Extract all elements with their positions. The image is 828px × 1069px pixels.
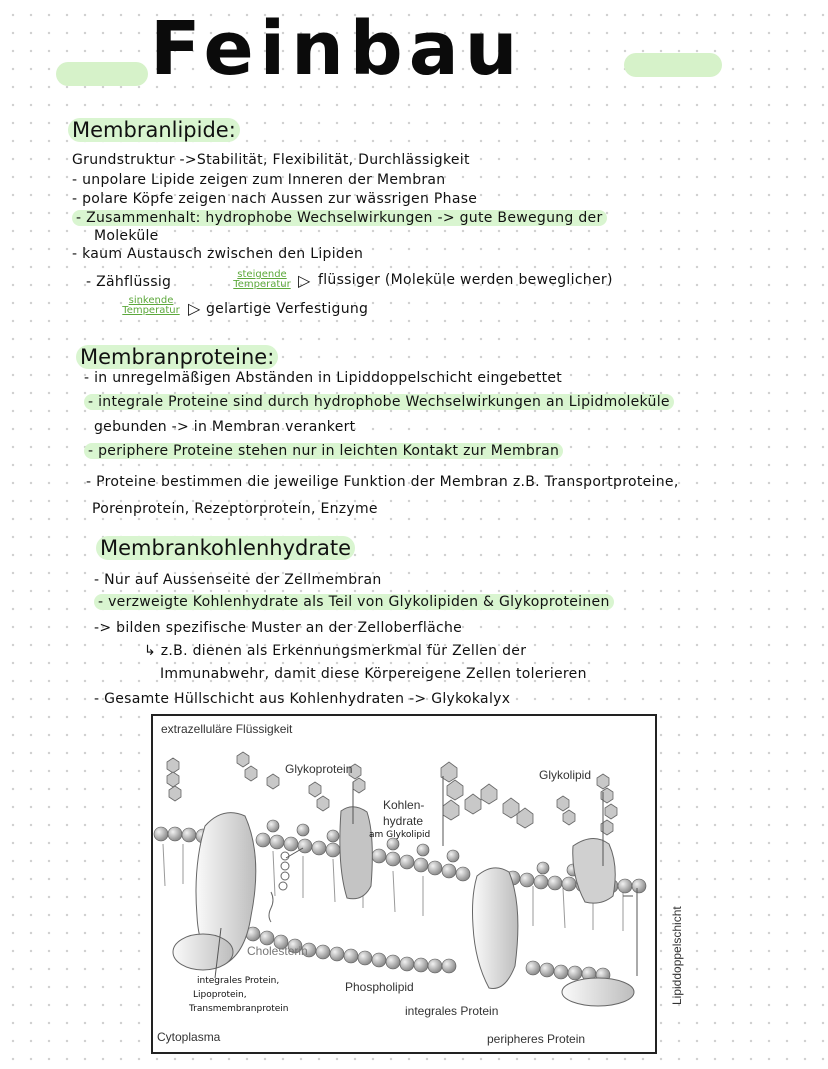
membrane-diagram <box>151 714 657 1054</box>
text-line: - periphere Proteine stehen nur in leichten Kontakt zur Membran <box>84 443 563 459</box>
text-line: - Proteine bestimmen die jeweilige Funktion der Membran z.B. Transportproteine, <box>86 474 679 490</box>
handnote-glycolipid: am Glykolipid <box>369 830 431 840</box>
text-line-highlighted: - Zusammenhalt: hydrophobe Wechselwirkungen -> gute Bewegung der <box>72 210 607 226</box>
text-line: ↳ z.B. dienen als Erkennungsmerkmal für Zellen der <box>144 643 527 659</box>
title-highlight-right <box>624 53 722 77</box>
label-cholesterol: Cholesterin <box>247 944 308 958</box>
label-extracellular-fluid: extrazelluläre Flüssigkeit <box>161 722 293 736</box>
title-highlight-left <box>56 62 148 86</box>
membrane-illustration <box>153 716 655 1052</box>
text-line: Moleküle <box>94 228 159 244</box>
text-line: - Gesamte Hüllschicht aus Kohlenhydraten -> Glykokalyx <box>94 691 511 707</box>
text-line: - unpolare Lipide zeigen zum Inneren der Membran <box>72 172 446 188</box>
text-line: Porenprotein, Rezeptorprotein, Enzyme <box>92 501 378 517</box>
text-line: gelartige Verfestigung <box>206 301 369 317</box>
text-line: - verzweigte Kohlenhydrate als Teil von Glykolipiden & Glykoproteinen <box>94 594 614 610</box>
label-glycoprotein: Glykoprotein <box>285 762 353 776</box>
label-carbohydrates-line1: Kohlen- <box>383 798 425 812</box>
falling-temperature-label: sinkende Temperatur <box>122 295 180 316</box>
label-glycolipid: Glykolipid <box>539 768 592 782</box>
section-heading-membranlipide: Membranlipide: <box>68 118 240 142</box>
text-line: -> bilden spezifische Muster an der Zelloberfläche <box>94 620 463 636</box>
section-heading-membrankohlenhydrate: Membrankohlenhydrate <box>96 536 355 560</box>
page-title: Feinbau <box>150 6 524 92</box>
arrow-icon: ▷ <box>298 271 311 290</box>
rising-temperature-label: steigende Temperatur <box>233 269 291 290</box>
text-line: - kaum Austausch zwischen den Lipiden <box>72 246 364 262</box>
text-line: Grundstruktur ->Stabilität, Flexibilität, Durchlässigkeit <box>72 152 470 168</box>
text-line: - Nur auf Aussenseite der Zellmembran <box>94 572 382 588</box>
section-heading-membranproteine: Membranproteine: <box>76 345 278 369</box>
label-lipid-bilayer: Lipiddoppelschicht <box>670 906 684 1005</box>
text-line: gebunden -> in Membran verankert <box>94 419 356 435</box>
handnote-integral-protein: integrales Protein, <box>197 976 280 986</box>
label-cytoplasm: Cytoplasma <box>157 1030 221 1044</box>
text-line: flüssiger (Moleküle werden beweglicher) <box>318 272 613 288</box>
label-peripheral-protein: peripheres Protein <box>487 1032 586 1046</box>
handnote-lipoprotein: Lipoprotein, <box>193 990 247 1000</box>
handnote-transmembrane-protein: Transmembranprotein <box>189 1004 289 1014</box>
text-line: Immunabwehr, damit diese Körpereigene Zellen tolerieren <box>160 666 587 682</box>
text-line: - integrale Proteine sind durch hydrophobe Wechselwirkungen an Lipidmoleküle <box>84 394 674 410</box>
label-carbohydrates-line2: hydrate <box>383 814 424 828</box>
label-phospholipid: Phospholipid <box>345 980 414 994</box>
text-line: - polare Köpfe zeigen nach Aussen zur wässrigen Phase <box>72 191 478 207</box>
label-integral-protein: integrales Protein <box>405 1004 499 1018</box>
arrow-icon: ▷ <box>188 299 201 318</box>
text-line: - Zähflüssig <box>86 274 172 290</box>
text-line: - in unregelmäßigen Abständen in Lipiddoppelschicht eingebettet <box>84 370 563 386</box>
